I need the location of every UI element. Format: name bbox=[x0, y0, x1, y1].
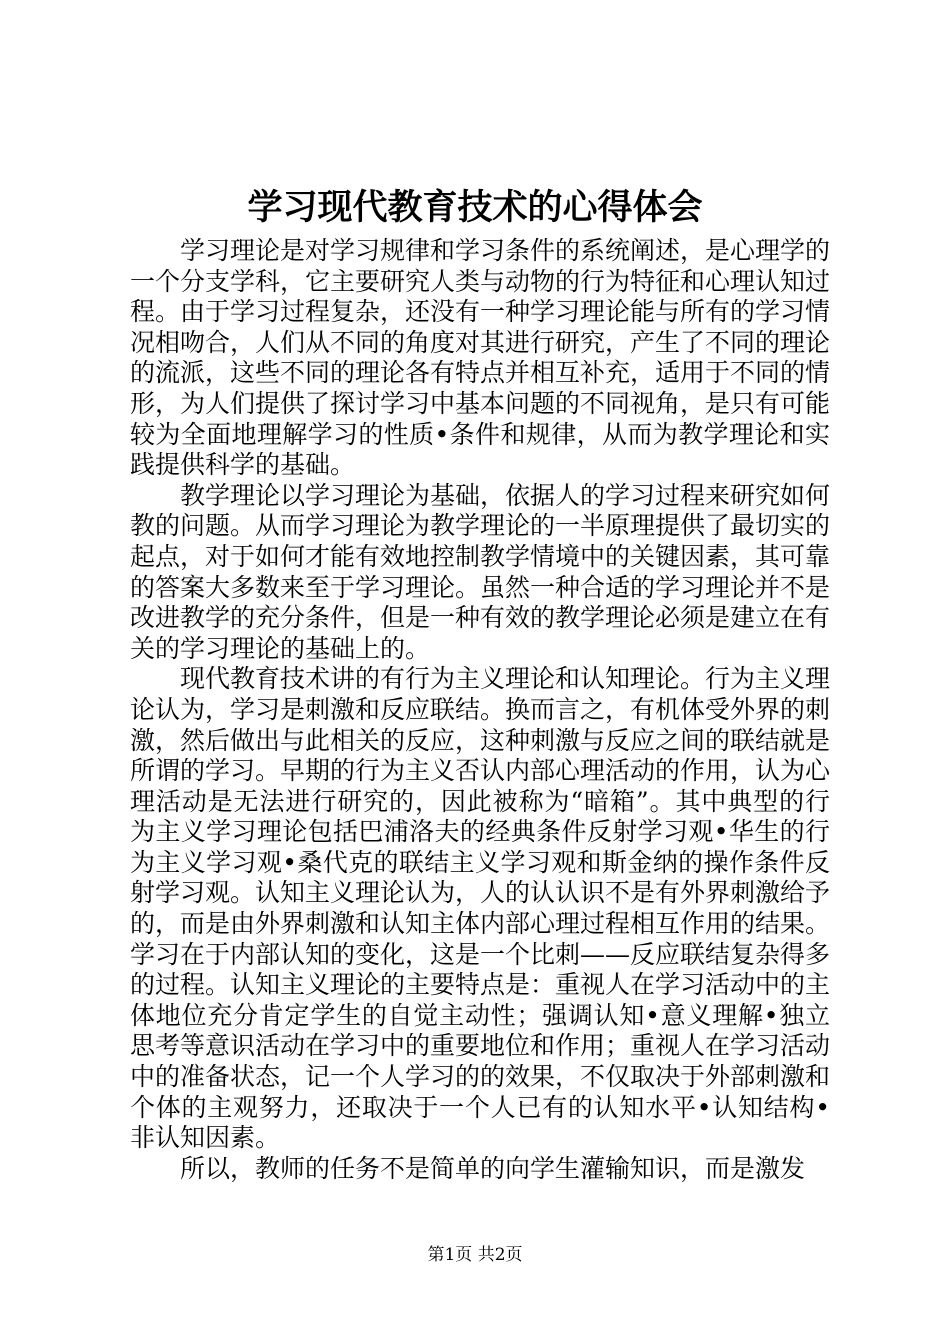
paragraph-1: 学习理论是对学习规律和学习条件的系统阐述，是心理学的一个分支学科，它主要研究人类与动物的行为特征和心理认知过程。由于学习过程复杂，还没有一种学习理论能与所有的学习情况相吻合，人们从不同的角度对其进行研究，产生了不同的理论的流派，这些不同的理论各有特点并相互补充，适用于不同的情形，为人们提供了探讨学习中基本问题的不同视角，是只有可能较为全面地理解学习的性质•条件和规律，从而为教学理论和实践提供科学的基础。 bbox=[130, 236, 831, 480]
document-body bbox=[130, 236, 830, 1184]
paragraph-4: 所以，教师的任务不是简单的向学生灌输知识，而是激发 bbox=[180, 1153, 806, 1183]
paragraph-3: 现代教育技术讲的有行为主义理论和认知理论。行为主义理论认为，学习是刺激和反应联结。换而言之，有机体受外界的刺激，然后做出与此相关的反应，这种刺激与反应之间的联结就是所谓的学习。早期的行为主义否认内部心理活动的作用，认为心理活动是无法进行研究的，因此被称为“暗箱”。其中典型的行为主义学习理论包括巴浦洛夫的经典条件反射学习观•华生的行为主义学习观•桑代克的联结主义学习观和斯金纳的操作条件反射学习观。认知主义理论认为，人的认认识不是有外界刺激给予的，而是由外界刺激和认知主体内部心理过程相互作用的结果。学习在于内部认知的变化，这是一个比刺——反应联结复杂得多的过程。认知主义理论的主要特点是：重视人在学习活动中的主体地位充分肯定学生的自觉主动性；强调认知•意义理解•独立思考等意识活动在学习中的重要地位和作用；重视人在学习活动中的准备状态，记一个人学习的的效果，不仅取决于外部刺激和个体的主观努力，还取决于一个人已有的认知水平•认知结构•非认知因素。 bbox=[130, 664, 831, 1153]
paragraph-2: 教学理论以学习理论为基础，依据人的学习过程来研究如何教的问题。从而学习理论为教学理论的一半原理提供了最切实的起点，对于如何才能有效地控制教学情境中的关键因素，其可靠的答案大多数来至于学习理论。虽然一种合适的学习理论并不是改进教学的充分条件，但是一种有效的教学理论必须是建立在有关的学习理论的基础上的。 bbox=[130, 480, 831, 663]
document-title: 学习现代教育技术的心得体会 bbox=[247, 187, 703, 228]
page-footer: 第1页 共2页 bbox=[427, 1245, 523, 1265]
